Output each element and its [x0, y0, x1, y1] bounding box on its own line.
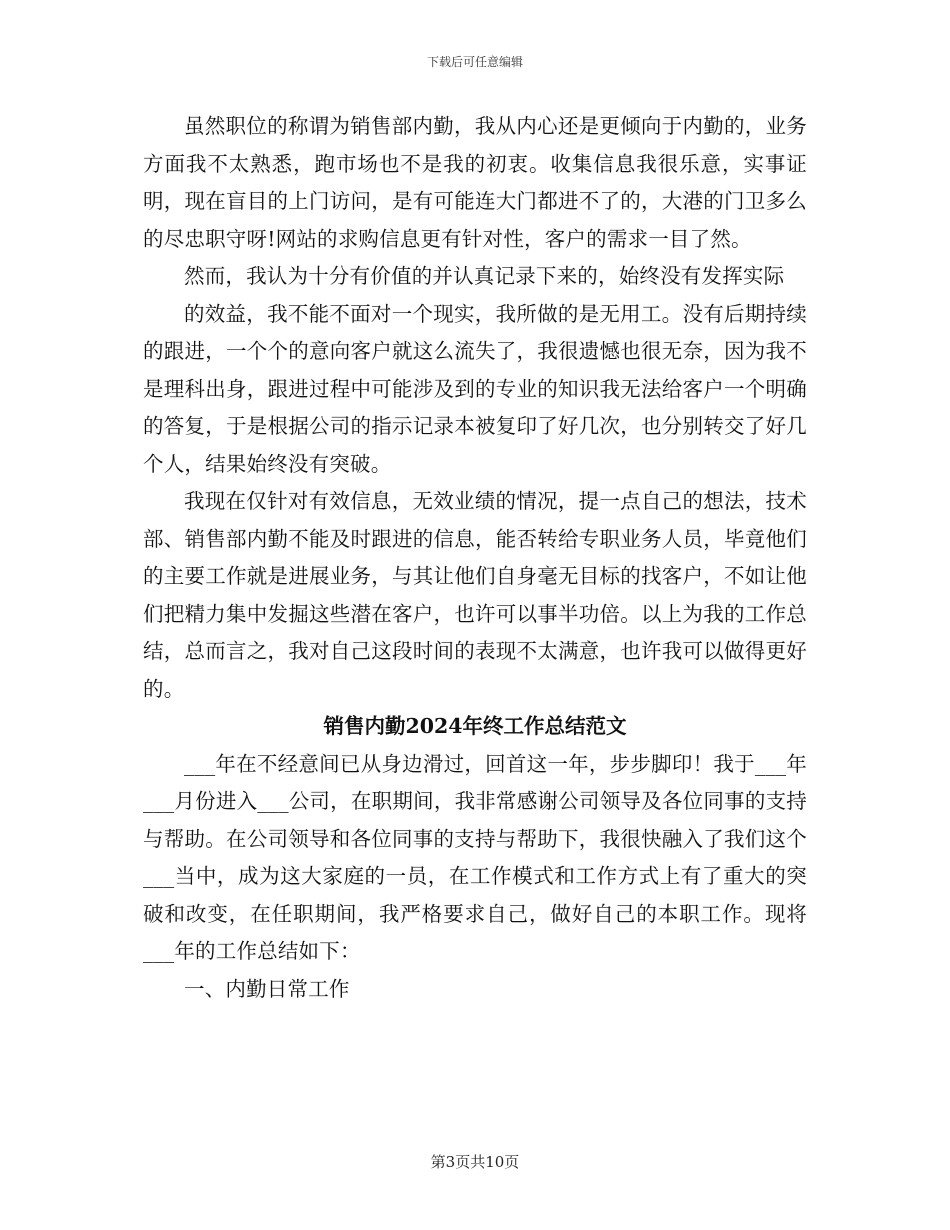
paragraph-4: 我现在仅针对有效信息，无效业绩的情况，提一点自己的想法，技术部、销售部内勤不能及时跟进的信息，能否转给专职业务人员，毕竟他们的主要工作就是进展业务，与其让他们自身毫无目标的找客户，不如让他们把精力集中发掘这些潜在客户，也许可以事半功倍。以上为我的工作总结，总而言之，我对自己这段时间的表现不太满意，也许我可以做得更好的。 [143, 489, 807, 701]
page-footer: 第3页共10页 [430, 1153, 520, 1171]
page-header: 下载后可任意编辑 [426, 55, 523, 69]
paragraph-3: 的效益，我不能不面对一个现实，我所做的是无用工。没有后期持续的跟进，一个个的意向客户就这么流失了，我很遗憾也很无奈，因为我不是理科出身，跟进过程中可能涉及到的专业的知识我无法给客户一个明确的答复，于是根据公司的指示记录本被复印了好几次，也分别转交了好几个人，结果始终没有突破。 [143, 301, 807, 476]
paragraph-1: 虽然职位的称谓为销售部内勤，我从内心还是更倾向于内勤的，业务方面我不太熟悉，跑市场也不是我的初衷。收集信息我很乐意，实事证明，现在盲目的上门访问，是有可能连大门都进不了的，大港的门卫多么的尽忠职守呀!网站的求购信息更有针对性，客户的需求一目了然。 [143, 114, 807, 251]
document-body [143, 108, 807, 1008]
section-title: 销售内勤2024年终工作总结范文 [323, 714, 627, 738]
section-heading-1: 一、内勤日常工作 [184, 976, 350, 1001]
section-paragraph-1: ___年在不经意间已从身边滑过，回首这一年，步步脚印！我于___年___月份进入___公司，在职期间，我非常感谢公司领导及各位同事的支持与帮助。在公司领导和各位同事的支持与帮助下，我很快融入了我们这个___当中，成为这大家庭的一员，在工作模式和工作方式上有了重大的突破和改变，在任职期间，我严格要求自己，做好自己的本职工作。现将___年的工作总结如下： [143, 751, 807, 963]
paragraph-2: 然而，我认为十分有价值的并认真记录下来的，始终没有发挥实际 [184, 264, 785, 288]
